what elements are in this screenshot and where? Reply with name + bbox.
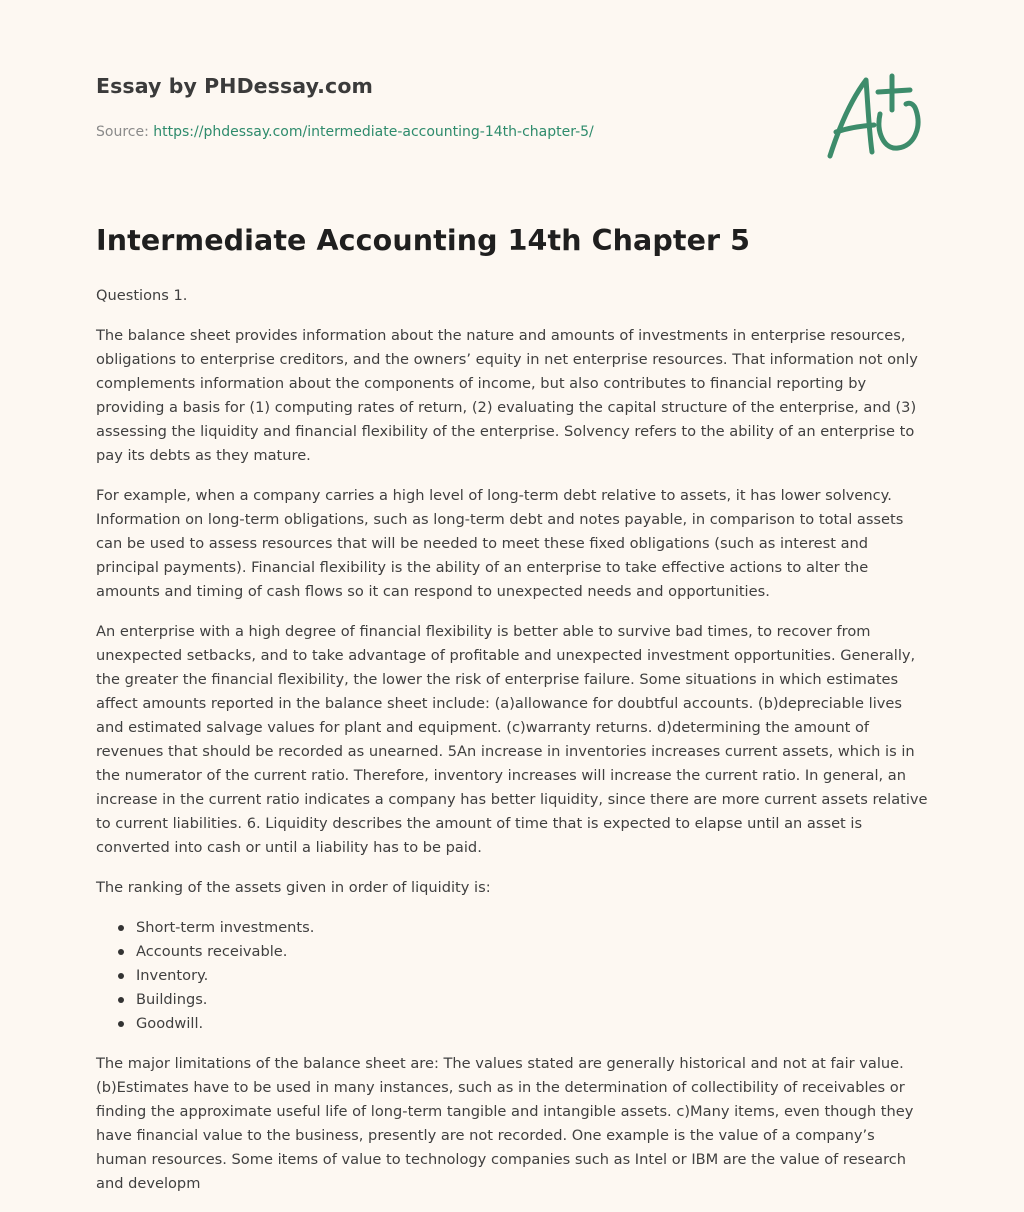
list-item: Accounts receivable. [136,940,930,964]
paragraph-6: The major limitations of the balance sheet are: The values stated are generally historical and not at fair value. (b)Estimates have to be used in many instances, such as in the determination of collectibility of receivables or finding the approximate useful life of long-term tangible and intangible assets. c)Many items, even though they have financial value to the business, presently are not recorded. One example is the value of a company’s human resources. Some items of value to technology companies such as Intel or IBM are the value of research and developm [96,1055,914,1192]
essay-body [96,284,930,1212]
list-item: Goodwill. [136,1012,930,1036]
paragraph-2: The balance sheet provides information about the nature and amounts of investments in enterprise resources, obligations to enterprise creditors, and the owners’ equity in net enterprise resources. That information not only complements information about the components of income, but also contributes to financial reporting by providing a basis for (1) computing rates of return, (2) evaluating the capital structure of the enterprise, and (3) assessing the liquidity and financial flexibility of the enterprise. Solvency refers to the ability of an enterprise to pay its debts as they mature. [96,327,918,464]
list-item: Buildings. [136,988,930,1012]
paragraph-5: The ranking of the assets given in order of liquidity is: [96,879,491,896]
list-item: Short-term investments. [136,916,930,940]
source-label: Source: [96,124,149,140]
brand-title: Essay by PHDessay.com [96,74,373,98]
essay-title: Intermediate Accounting 14th Chapter 5 [96,224,751,257]
paragraph-4: An enterprise with a high degree of financial flexibility is better able to survive bad times, to recover from unexpected setbacks, and to take advantage of profitable and unexpected investment opportunities. Generally, the greater the financial flexibility, the lower the risk of enterprise failure. Some situations in which estimates affect amounts reported in the balance sheet include: (a)allowance for doubtful accounts. (b)depreciable lives and estimated salvage values for plant and equipment. (c)warranty returns. d)determining the amount of revenues that should be recorded as unearned. 5An increase in inventories increases current assets, which is in the numerator of the current ratio. Therefore, inventory increases will increase the current ratio. In general, an increase in the current ratio indicates a company has better liquidity, since there are more current assets relative to current liabilities. 6. Liquidity describes the amount of time that is expected to elapse until an asset is converted into cash or until a liability has to be paid. [96,623,928,856]
source-link[interactable]: https://phdessay.com/intermediate-accounting-14th-chapter-5/ [153,124,594,140]
essay-header [96,74,928,140]
paragraph-1: Questions 1. [96,287,188,304]
a-plus-logo-icon [822,66,928,166]
liquidity-ranking-list [96,916,930,1036]
source-line [96,124,594,140]
list-item: Inventory. [136,964,930,988]
paragraph-3: For example, when a company carries a high level of long-term debt relative to assets, it has lower solvency. Information on long-term obligations, such as long-term debt and notes payable, in comparison to total assets can be used to assess resources that will be needed to meet these fixed obligations (such as interest and principal payments). Financial flexibility is the ability of an enterprise to take effective actions to alter the amounts and timing of cash flows so it can respond to unexpected needs and opportunities. [96,487,904,600]
